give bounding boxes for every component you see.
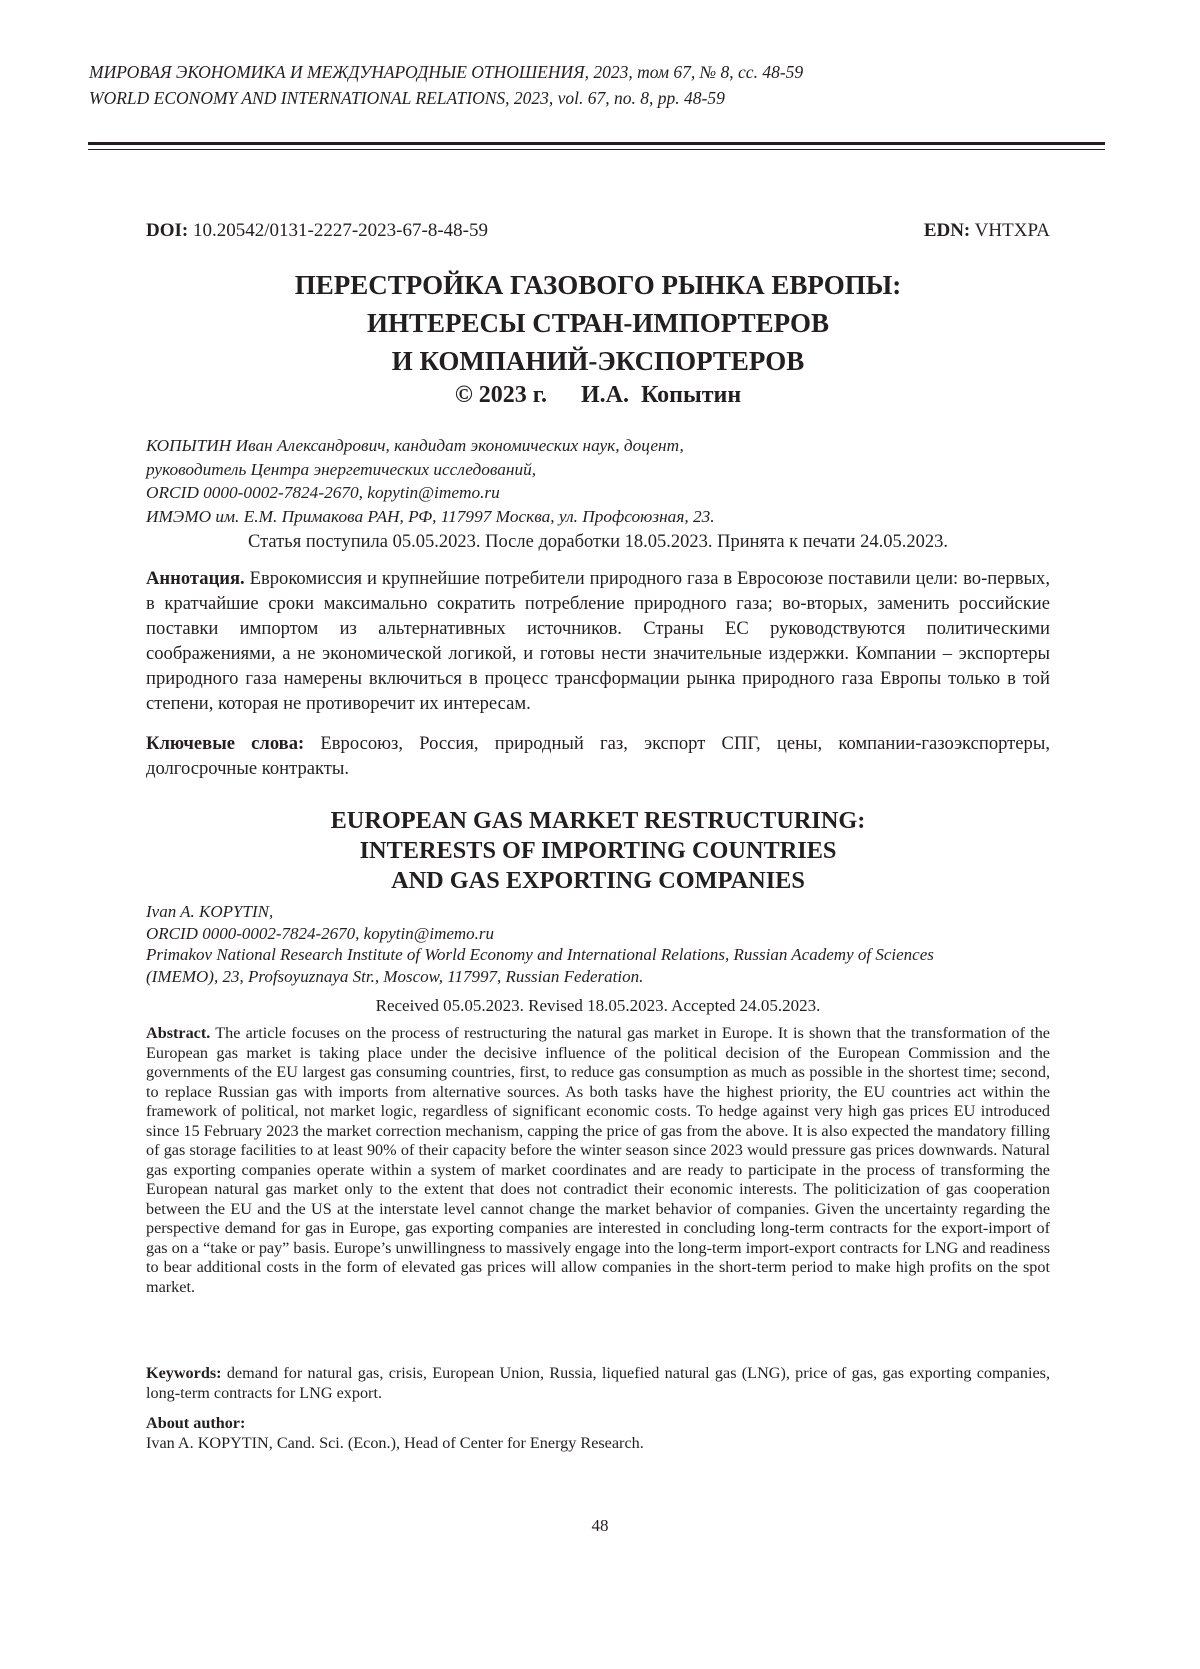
russian-abstract	[146, 566, 1050, 716]
doi-label: DOI:	[146, 220, 189, 241]
english-article-dates: Received 05.05.2023. Revised 18.05.2023. Accepted 24.05.2023.	[375, 996, 821, 1015]
keywords-text: demand for natural gas, crisis, European Union, Russia, liquefied natural gas (LNG), price of gas, gas exporting companies, long-term contracts for LNG export.	[146, 1364, 1050, 1402]
affil-line: руководитель Центра энергетических исследований,	[146, 459, 537, 479]
journal-header-ru: МИРОВАЯ ЭКОНОМИКА И МЕЖДУНАРОДНЫЕ ОТНОШЕНИЯ, 2023, том 67, № 8, сс. 48-59	[89, 62, 804, 82]
russian-keywords	[146, 731, 1050, 781]
header-rule-thin	[88, 149, 1105, 150]
affil-line: Ivan A. KOPYTIN,	[146, 902, 274, 921]
english-author-affiliation	[146, 901, 1050, 987]
edn-value: VHTXPA	[970, 220, 1050, 241]
english-abstract	[146, 1024, 1050, 1297]
russian-article-dates: Статья поступила 05.05.2023. После доработки 18.05.2023. Принята к печати 24.05.2023.	[248, 532, 948, 552]
about-author-text: Ivan A. KOPYTIN, Cand. Sci. (Econ.), Head of Center for Energy Research.	[146, 1434, 644, 1452]
doi	[146, 220, 488, 241]
keywords-label: Keywords:	[146, 1364, 222, 1382]
title-line: AND GAS EXPORTING COMPANIES	[391, 867, 805, 894]
affil-line: ИМЭМО им. Е.М. Примакова РАН, РФ, 117997 Москва, ул. Профсоюзная, 23.	[146, 506, 715, 526]
abstract-label: Аннотация.	[146, 568, 245, 589]
journal-header-en: WORLD ECONOMY AND INTERNATIONAL RELATIONS, 2023, vol. 67, no. 8, pp. 48-59	[89, 88, 725, 108]
title-line: INTERESTS OF IMPORTING COUNTRIES	[359, 837, 837, 864]
author-name: И.А. Копытин	[580, 382, 742, 408]
identifiers-line	[146, 219, 1050, 243]
english-keywords	[146, 1364, 1050, 1403]
title-line: И КОМПАНИЙ-ЭКСПОРТЕРОВ	[391, 346, 805, 376]
title-line: ИНТЕРЕСЫ СТРАН-ИМПОРТЕРОВ	[367, 308, 829, 338]
keywords-label: Ключевые слова:	[146, 733, 305, 754]
title-line: EUROPEAN GAS MARKET RESTRUCTURING:	[330, 807, 866, 834]
affil-line: ORCID 0000-0002-7824-2670, kopytin@imemo.ru	[146, 483, 500, 502]
byline	[146, 379, 1050, 411]
russian-author-affiliation	[146, 434, 1050, 528]
doi-value: 10.20542/0131-2227-2023-67-8-48-59	[188, 220, 488, 241]
affil-line: ORCID 0000-0002-7824-2670, kopytin@imemo.ru	[146, 923, 495, 943]
about-author	[146, 1413, 1050, 1453]
page-number: 48	[591, 1516, 609, 1535]
keywords-text: Евросоюз, Россия, природный газ, экспорт СПГ, цены, компании-газоэкспортеры, долгосрочные контракты.	[146, 733, 1050, 779]
abstract-label: Abstract.	[146, 1024, 211, 1042]
russian-title	[146, 266, 1050, 380]
title-line: ПЕРЕСТРОЙКА ГАЗОВОГО РЫНКА ЕВРОПЫ:	[294, 270, 902, 300]
about-author-heading: About author:	[146, 1414, 246, 1432]
abstract-text: Еврокомиссия и крупнейшие потребители природного газа в Евросоюзе поставили цели: во-первых, в кратчайшие сроки максимально сократить потребление природного газа; во-вторых, заменить российские поставки импортом из альтернативных источников. Страны ЕС руководствуются политическими соображениями, а не экономической логикой, и готовы нести значительные издержки. Компании – экспортеры природного газа намерены включиться в процесс трансформации рынка природного газа Европы только в той степени, которая не противоречит их интересам.	[146, 568, 1050, 714]
header-rule-thick	[88, 142, 1105, 145]
edn-label: EDN:	[923, 220, 971, 241]
affil-line: (IMEMO), 23, Profsoyuznaya Str., Moscow, 117997, Russian Federation.	[146, 966, 644, 986]
english-title	[146, 806, 1050, 896]
abstract-text: The article focuses on the process of restructuring the natural gas market in Europe. It is shown that the transformation of the European gas market is taking place under the decisive influence of the political decision of the European Commission and the governments of the EU largest gas consuming countries, first, to reduce gas consumption as much as possible in the shortest time; second, to replace Russian gas with imports from alternative sources. As both tasks have the highest priority, the EU countries act within the framework of political, not market logic, regardless of significant economic costs. To hedge against very high gas prices EU introduced since 15 February 2023 the market correction mechanism, capping the price of gas from the above. It is also expected the mandatory filling of gas storage facilities to at least 90% of their capacity before the winter season since 2023 would pressure gas prices downwards. Natural gas exporting companies operate within a system of market coordinates and are ready to participate in the process of transforming the European natural gas market only to the extent that does not contradict their economic interests. The politicization of gas cooperation between the EU and the US at the interstate level cannot change the market behavior of companies. Given the uncertainty regarding the perspective demand for gas in Europe, gas exporting companies are interested in concluding long-term contracts for the export-import of gas on a “take or pay” basis. Europe’s unwillingness to massively engage into the long-term import-export contracts for LNG and readiness to bear additional costs in the form of elevated gas prices will allow companies in the short-term period to make high profits on the spot market.	[146, 1024, 1051, 1296]
affil-line: КОПЫТИН Иван Александрович, кандидат экономических наук, доцент,	[146, 436, 684, 455]
edn	[924, 219, 1050, 243]
affil-line: Primakov National Research Institute of World Economy and International Relations, Russian Academy of Sciences	[146, 945, 934, 964]
copyright: © 2023 г.	[454, 382, 547, 408]
